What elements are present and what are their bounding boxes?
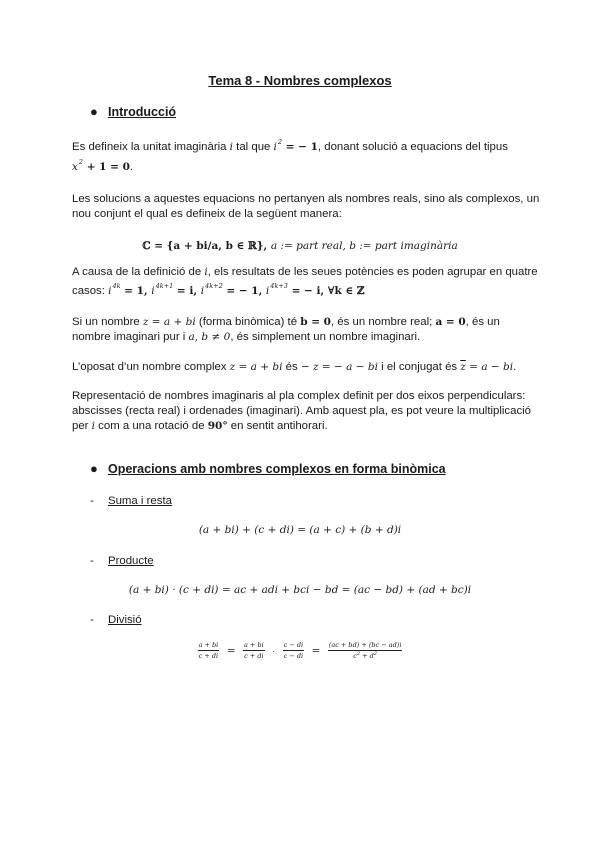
formula-producte: (a + bi) · (c + di) = ac + adi + bci − bd = (ac − bd) + (ad + bc)i — [128, 584, 472, 596]
subheading-producte: Producte — [108, 555, 154, 567]
bullet-icon: ● — [90, 104, 98, 119]
paragraph-pla-complex-line2: abscisses (recta real) i ordenades (imaginari). Amb aquest pla, es pot veure la multiplicació — [72, 405, 532, 417]
fraction: $\frac{a + bi}{c + di}$ — [198, 641, 219, 660]
subheading-suma-resta: Suma i resta — [108, 495, 172, 507]
section-heading-operacions: Operacions amb nombres complexos en forma binòmica — [108, 462, 446, 476]
fraction: $\frac{(ac + bd) + (bc - ad)i}{c^2 + d^2}$ — [328, 641, 402, 660]
fraction: $\frac{c - di}{c - di}$ — [283, 641, 304, 660]
paragraph-solucions: Les solucions a aquestes equacions no pertanyen als nombres reals, sino als complexos, un — [72, 193, 540, 205]
formula-complex-set: ℂ = {a + bi/a, b ∈ ℝ}, a := part real, b := part imaginària — [142, 240, 458, 252]
list-dash: - — [90, 614, 94, 626]
formula-divisio: $\frac{a + bi}{c + di}$ = $\frac{a + bi}{c + di}$ · $\frac{c - di}{c - di}$ = $\frac{(ac + bd) + (bc - ad)i}{c^2 + d^2}$ — [198, 641, 402, 660]
fraction: $\frac{a + bi}{c + di}$ — [243, 641, 264, 660]
paragraph-forma-binomica: Si un nombre z = a + bi (forma binòmica) té b = 0, és un nombre real; a = 0, és un — [72, 316, 500, 328]
paragraph-solucions-line2: nou conjunt el qual es defineix de la següent manera: — [72, 208, 342, 220]
list-dash: - — [90, 495, 94, 507]
paragraph-unitat-imaginaria-line2: $x^2 + 1 = 0$. — [72, 158, 134, 173]
formula-suma: (a + bi) + (c + di) = (a + c) + (b + d)i — [198, 524, 402, 536]
paragraph-potencies-line2: casos: $i^{4k} = 1$, $i^{4k+1} = i$, $i^{4k+2}$ = − 1, $i^{4k+3}$ = − i, ∀k ∈ ℤ — [72, 282, 365, 297]
paragraph-unitat-imaginaria: Es defineix la unitat imaginària i tal que $i^2$ = − 1, donant solució a equacions del tipus — [72, 138, 508, 153]
bullet-icon: ● — [90, 461, 98, 476]
subheading-divisio: Divisió — [108, 614, 142, 626]
paragraph-forma-binomica-line2: nombre imaginari pur i a, b ≠ 0, és simplement un nombre imaginari. — [72, 331, 421, 343]
section-heading-introduccio: Introducció — [108, 105, 177, 119]
list-dash: - — [90, 555, 94, 567]
paragraph-oposat-conjugat: L’oposat d’un nombre complex z = a + bi és − z = − a − bi i el conjugat és $\overline{z} = a$ − bi. — [72, 361, 517, 373]
paragraph-pla-complex-line3: per i com a una rotació de 90° en sentit antihorari. — [72, 420, 328, 432]
paragraph-potencies: A causa de la definició de i, els resultats de les seues potències es poden agrupar en quatre — [72, 266, 538, 278]
page-title: Tema 8 - Nombres complexos — [208, 73, 392, 88]
paragraph-pla-complex: Representació de nombres imaginaris al pla complex definit per dos eixos perpendiculars: — [72, 390, 526, 402]
